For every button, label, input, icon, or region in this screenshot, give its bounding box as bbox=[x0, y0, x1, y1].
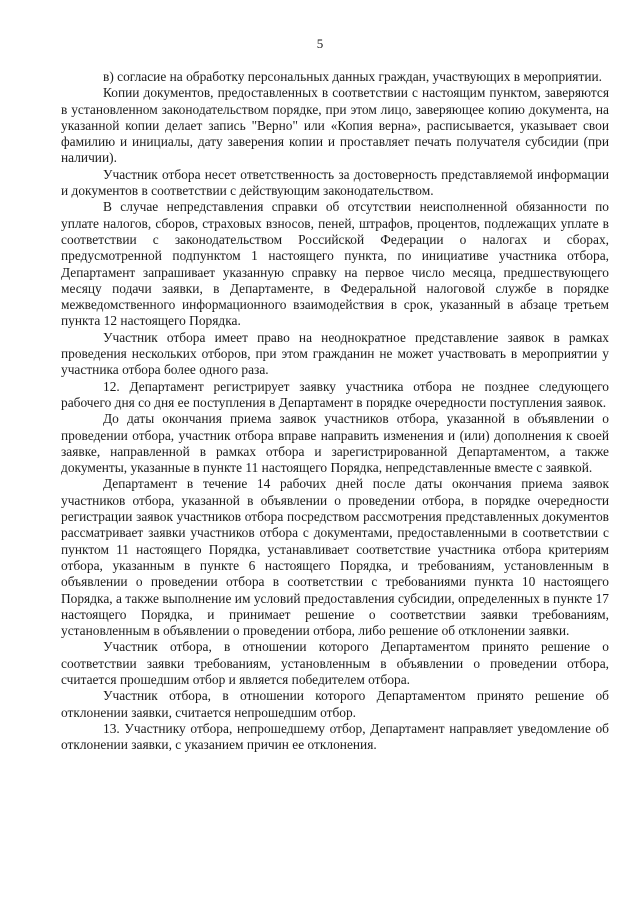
paragraph-document-copies: Копии документов, предоставленных в соответствии с настоящим пунктом, заверяются в установленном законодательством порядке, при этом лицо, заверяющее копию документа, на указанной копии делает запись "Верно" или «Копия верна», расписывается, указывает свои фамилию и инициалы, дату заверения копии и проставляет печать получателя субсидии (при наличии). bbox=[61, 85, 609, 166]
paragraph-rejected: Участник отбора, в отношении которого Департаментом принято решение об отклонении заявки, считается непрошедшим отбор. bbox=[61, 688, 609, 720]
paragraph-item-13-notification: 13. Участнику отбора, непрошедшему отбор, Департамент направляет уведомление об отклонении заявки, с указанием причин ее отклонения. bbox=[61, 720, 609, 753]
paragraph-application-changes: До даты окончания приема заявок участников отбора, указанной в объявлении о проведении отбора, участник отбора вправе направить изменения и (или) дополнения к своей заявке, направленной в рамках отбора и зарегистрированной Департаментом, а также документы, указанные в пункте 11 настоящего Порядка, непредставленные вместе с заявкой. bbox=[61, 411, 609, 476]
paragraph-responsibility: Участник отбора несет ответственность за достоверность представляемой информации и документов в соответствии с действующим законодательством. bbox=[61, 166, 609, 199]
paragraph-review-procedure: Департамент в течение 14 рабочих дней после даты окончания приема заявок участников отбора, указанной в объявлении о проведении отбора, в порядке очередности регистрации заявок участников отбора посредством рассмотрения представленных документов рассматривает заявки участников отбора с документами, предоставленными в соответствии с пунктом 11 настоящего Порядка, устанавливает соответствие участника отбора критериям отбора, указанным в пункте 6 настоящего Порядка, и требованиям, установленным в объявлении о проведении отбора в соответствии с требованиями пункта 10 настоящего Порядка, а также выполнение им условий предоставления субсидии, определенных в пункте 17 настоящего Порядка, и принимает решение о соответствии заявки требованиям, установленным в объявлении о проведении отбора, либо решение об отклонении заявки. bbox=[61, 476, 609, 639]
document-body bbox=[61, 69, 609, 753]
page-number: 5 bbox=[316, 36, 324, 51]
paragraph-tax-certificate: В случае непредставления справки об отсутствии неисполненной обязанности по уплате налогов, сборов, страховых взносов, пеней, штрафов, процентов, подлежащих уплате в соответствии с законодательством Российской Федерации о налогах и сборах, предусмотренной подпунктом 1 настоящего пункта, по инициативе участника отбора, Департамент запрашивает указанную справку на первое число месяца, предшествующего месяцу подачи заявки, в Департаменте, в Федеральной налоговой службе в порядке межведомственного информационного взаимодействия в срок, указанный в абзаце третьем пункта 12 настоящего Порядка. bbox=[61, 199, 609, 329]
paragraph-repeated-applications: Участник отбора имеет право на неоднократное представление заявок в рамках проведения нескольких отборов, при этом гражданин не может участвовать в мероприятии у участника отбора более одного раза. bbox=[61, 329, 609, 378]
paragraph-winner: Участник отбора, в отношении которого Департаментом принято решение о соответствии заявки требованиям, установленным в объявлении о проведении отбора, считается прошедшим отбор и является победителем отбора. bbox=[61, 639, 609, 687]
paragraph-consent: в) согласие на обработку персональных данных граждан, участвующих в мероприятии. bbox=[103, 69, 602, 84]
paragraph-item-12-registration: 12. Департамент регистрирует заявку участника отбора не позднее следующего рабочего дня со дня ее поступления в Департамент в порядке очередности поступления заявок. bbox=[61, 378, 609, 410]
